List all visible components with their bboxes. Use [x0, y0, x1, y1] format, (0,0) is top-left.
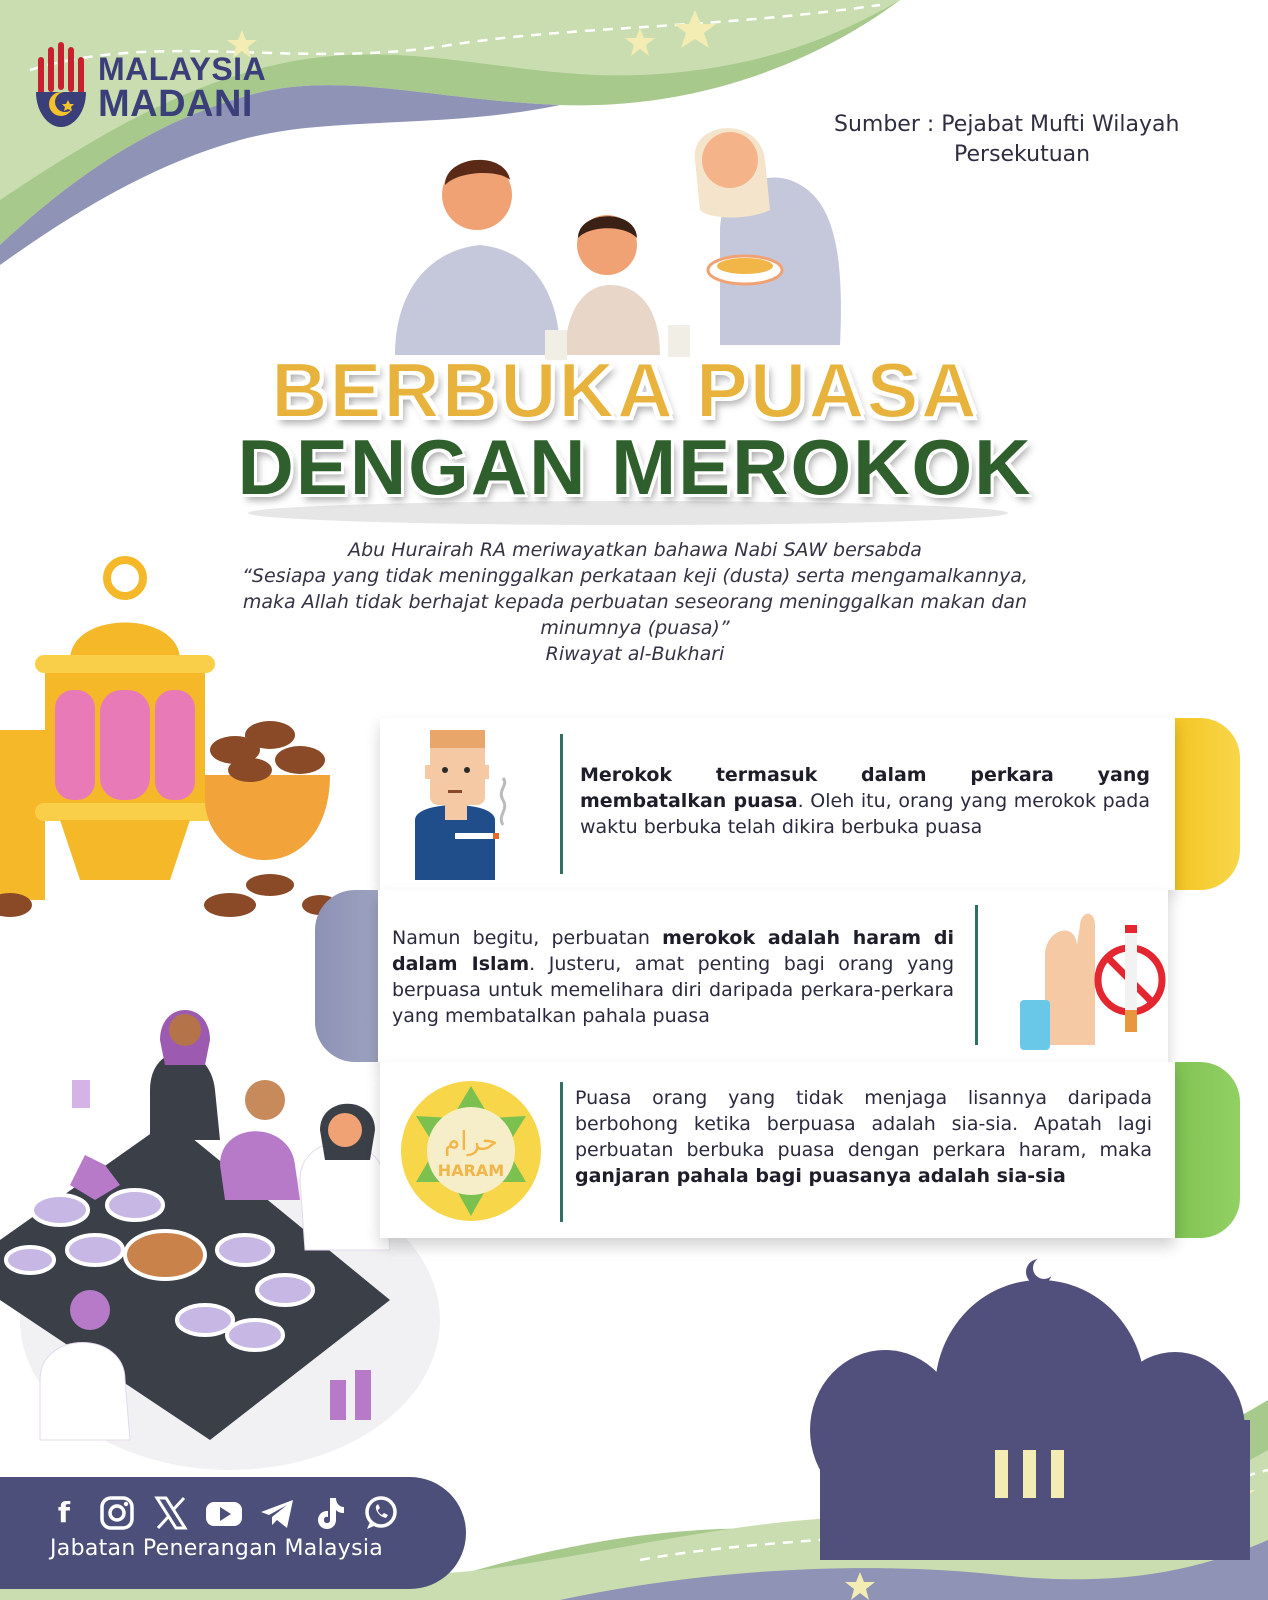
brand-line2: MADANI [98, 83, 253, 125]
card-2-pre: Namun begitu, perbuatan [392, 927, 663, 949]
haram-badge-icon [398, 1078, 544, 1224]
no-smoking-hand-icon [1015, 905, 1175, 1055]
card-2-rest: . Justeru, amat penting bagi orang yang berpuasa untuk memelihara diri daripada perkara-perkara yang membatalkan pahala puasa [392, 953, 954, 1027]
card-2-text [392, 925, 954, 1029]
hadith-narrator: Riwayat al-Bukhari [545, 643, 725, 665]
youtube-icon[interactable] [204, 1494, 244, 1532]
source-line1: Pejabat Mufti Wilayah [941, 112, 1180, 137]
card-1-divider [560, 734, 563, 874]
card-3-divider [560, 1082, 563, 1222]
hadith-quote [180, 537, 1090, 667]
card-1-rest: . Oleh itu, orang yang merokok pada waktu berbuka telah dikira berbuka puasa [580, 790, 1150, 838]
haram-arabic: حرام [444, 1127, 498, 1157]
telegram-icon[interactable] [258, 1494, 296, 1532]
card-1-bold: Merokok termasuk dalam perkara yang membatalkan puasa [580, 764, 1150, 812]
brand-line1: MALAYSIA [98, 51, 267, 87]
x-icon[interactable] [152, 1494, 190, 1532]
source-line2: Persekutuan [954, 142, 1091, 167]
hadith-intro: Abu Hurairah RA meriwayatkan bahawa Nabi SAW bersabda [348, 539, 922, 561]
card-1-text [580, 762, 1150, 840]
whatsapp-icon[interactable] [362, 1494, 400, 1532]
hadith-line1: “Sesiapa yang tidak meninggalkan perkataan keji (dusta) serta mengamalkannya, [242, 565, 1028, 587]
malaysia-madani-emblem-icon [30, 42, 92, 134]
card-2-divider [975, 905, 978, 1045]
title-line1: BERBUKA PUASA [271, 346, 979, 434]
hadith-line2: maka Allah tidak berhajat kepada perbuatan seseorang meninggalkan makan dan [242, 591, 1028, 613]
title-line2: DENGAN MEROKOK [237, 423, 1033, 511]
card-3-bold: ganjaran pahala bagi puasanya adalah sia-sia [575, 1165, 1066, 1187]
instagram-icon[interactable] [98, 1494, 136, 1532]
source-credit [834, 110, 1254, 170]
card-3-pre: Puasa orang yang tidak menjaga lisannya daripada berbohong ketika berpuasa adalah sia-sia. Apatah lagi perbuatan berbuka puasa dengan perkara haram, maka [575, 1087, 1152, 1161]
card-2-bold: merokok adalah haram di dalam Islam [392, 927, 954, 975]
footer-org: Jabatan Penerangan Malaysia [50, 1536, 384, 1561]
brand-logo [30, 42, 280, 132]
haram-latin: HARAM [437, 1161, 505, 1180]
hadith-line3: minumnya (puasa)” [540, 617, 730, 639]
source-label: Sumber : [834, 112, 935, 137]
smoking-man-icon [405, 730, 535, 880]
tiktok-icon[interactable] [310, 1494, 348, 1532]
facebook-icon[interactable]: f [57, 1496, 71, 1529]
card-3-text [575, 1085, 1152, 1189]
